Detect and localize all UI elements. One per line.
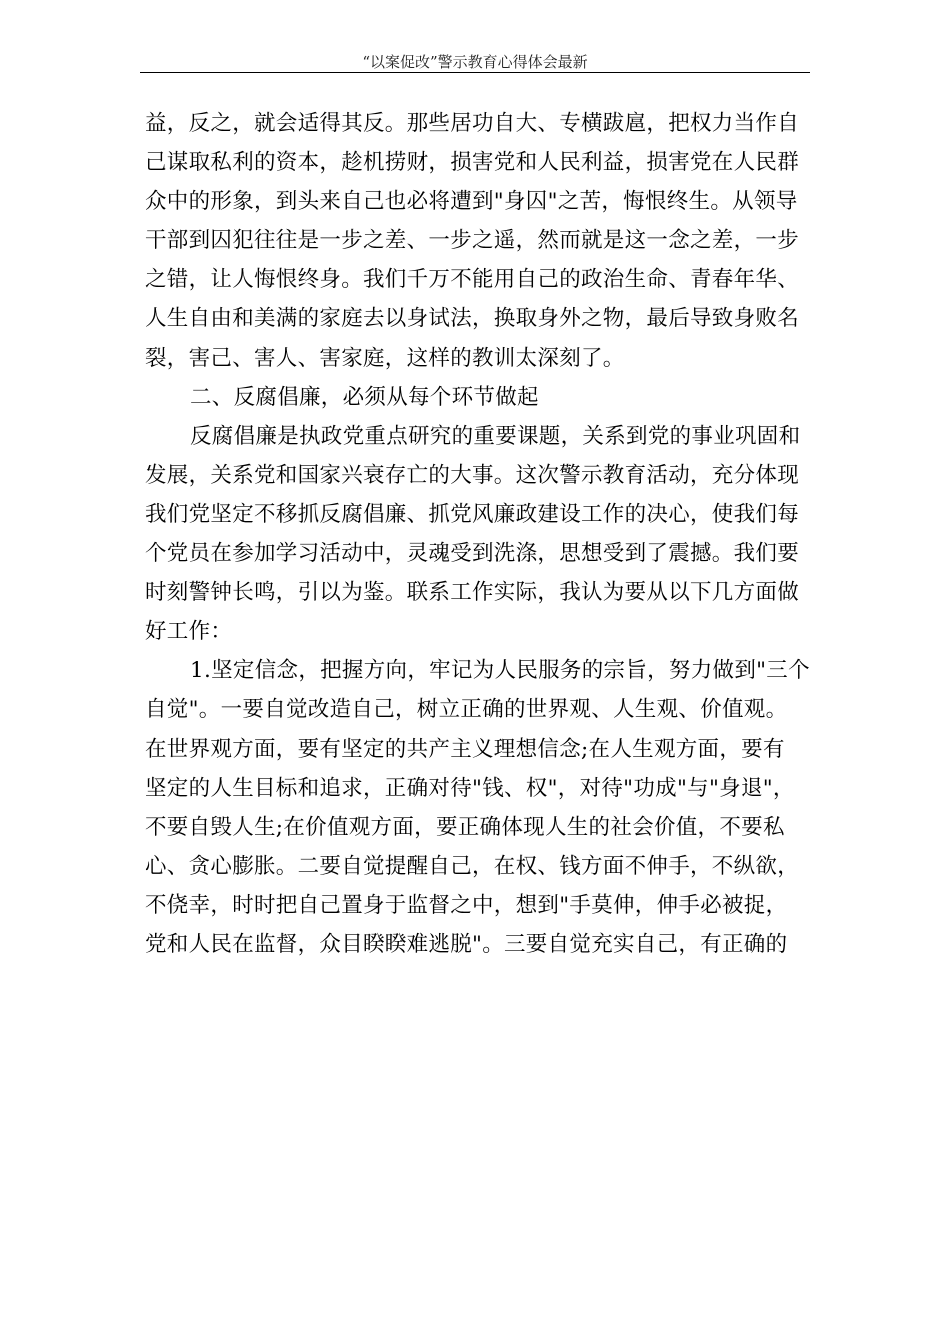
text-line: 时刻警钟长鸣，引以为鉴。联系工作实际，我认为要从以下几方面做 (145, 580, 800, 606)
text-line: 发展，关系党和国家兴衰存亡的大事。这次警示教育活动，充分体现 (145, 462, 800, 488)
document-body (145, 104, 810, 964)
text-line: 好工作： (145, 619, 233, 645)
text-line: 反腐倡廉是执政党重点研究的重要课题，关系到党的事业巩固和 (190, 423, 801, 449)
text-line: 1.坚定信念，把握方向，牢记为人民服务的宗旨，努力做到"三个 (190, 658, 810, 684)
text-line: 裂，害己、害人、害家庭，这样的教训太深刻了。 (145, 345, 625, 371)
text-line: 不侥幸，时时把自己置身于监督之中，想到"手莫伸，伸手必被捉， (145, 892, 788, 918)
text-line: 己谋取私利的资本，趁机捞财，损害党和人民利益，损害党在人民群 (145, 150, 800, 176)
section-heading: 二、反腐倡廉，必须从每个环节做起 (190, 384, 539, 410)
text-line: 党和人民在监督，众目睽睽难逃脱"。三要自觉充实自己，有正确的 (145, 931, 788, 957)
text-line: 人生自由和美满的家庭去以身试法，换取身外之物，最后导致身败名 (145, 306, 800, 332)
page-header: “以案促改”警示教育心得体会最新 (362, 53, 588, 71)
text-line: 之错，让人悔恨终身。我们千万不能用自己的政治生命、青春年华、 (145, 267, 800, 293)
text-line: 在世界观方面，要有坚定的共产主义理想信念;在人生观方面，要有 (145, 736, 785, 762)
text-line: 我们党坚定不移抓反腐倡廉、抓党风廉政建设工作的决心，使我们每 (145, 501, 800, 527)
text-line: 众中的形象，到头来自己也必将遭到"身囚"之苦，悔恨终生。从领导 (145, 189, 798, 215)
text-line: 不要自毁人生;在价值观方面，要正确体现人生的社会价值，不要私 (145, 814, 785, 840)
text-line: 心、贪心膨胀。二要自觉提醒自己，在权、钱方面不伸手，不纵欲， (145, 853, 800, 879)
text-line: 益，反之，就会适得其反。那些居功自大、专横跋扈，把权力当作自 (145, 111, 800, 136)
text-line: 自觉"。一要自觉改造自己，树立正确的世界观、人生观、价值观。 (145, 697, 788, 723)
text-line: 干部到囚犯往往是一步之差、一步之遥，然而就是这一念之差，一步 (145, 228, 800, 254)
text-line: 个党员在参加学习活动中，灵魂受到洗涤，思想受到了震撼。我们要 (145, 541, 800, 567)
header-divider (140, 72, 810, 73)
text-line: 坚定的人生目标和追求，正确对待"钱、权"，对待"功成"与"身退"， (145, 775, 795, 801)
